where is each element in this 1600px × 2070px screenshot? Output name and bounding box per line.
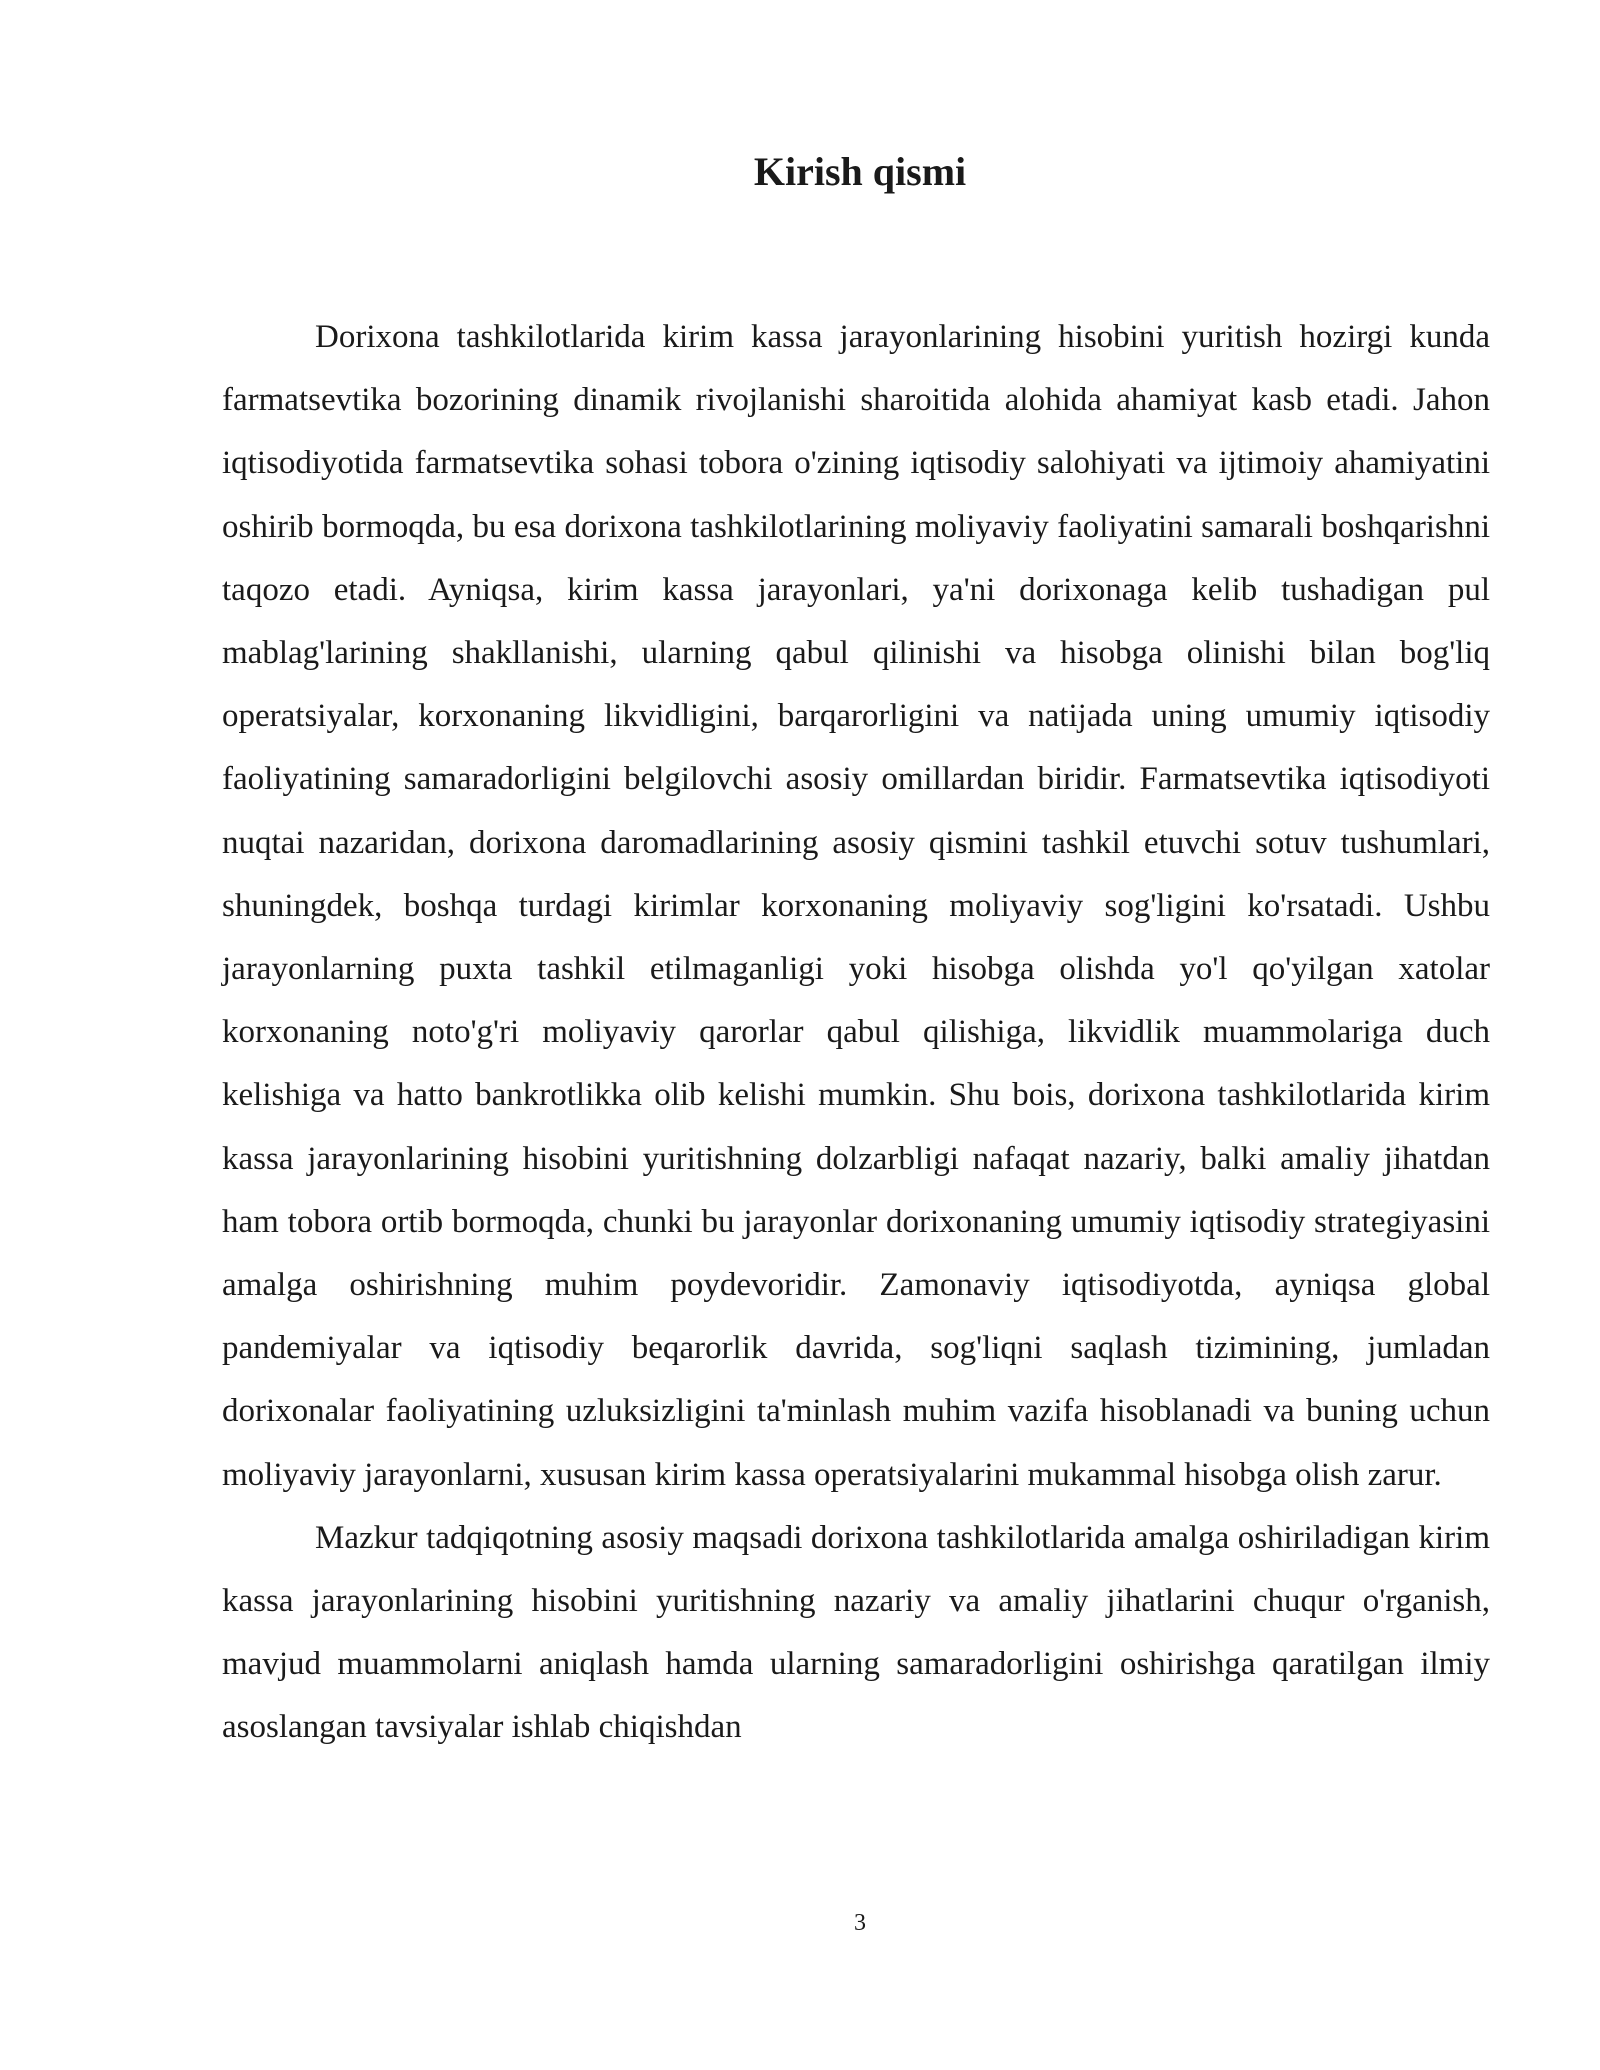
- paragraph-2: Mazkur tadqiqotning asosiy maqsadi dorixona tashkilotlarida amalga oshiriladigan kirim kassa jarayonlarining hisobini yuritishning nazariy va amaliy jihatlarini chuqur o'rganish, mavjud muammolarni aniqlash hamda ularning samaradorligini oshirishga qaratilgan ilmiy asoslangan tavsiyalar ishlab chiqishdan: [222, 1519, 1490, 1746]
- page-title: Kirish qismi: [753, 149, 967, 194]
- paragraph-1: Dorixona tashkilotlarida kirim kassa jarayonlarining hisobini yuritish hozirgi kunda farmatsevtika bozorining dinamik rivojlanishi sharoitida alohida ahamiyat kasb etadi. Jahon iqtisodiyotida farmatsevtika sohasi tobora o'zining iqtisodiy salohiyati va ijtimoiy ahamiyatini oshirib bormoqda, bu esa dorixona tashkilotlarining moliyaviy faoliyatini samarali boshqarishni taqozo etadi. Ayniqsa, kirim kassa jarayonlari, ya'ni dorixonaga kelib tushadigan pul mablag'larining shakllanishi, ularning qabul qilinishi va hisobga olinishi bilan bog'liq operatsiyalar, korxonaning likvidligini, barqarorligini va natijada uning umumiy iqtisodiy faoliyatining samaradorligini belgilovchi asosiy omillardan biridir. Farmatsevtika iqtisodiyoti nuqtai nazaridan, dorixona daromadlarining asosiy qismini tashkil etuvchi sotuv tushumlari, shuningdek, boshqa turdagi kirimlar korxonaning moliyaviy sog'ligini ko'rsatadi. Ushbu jarayonlarning puxta tashkil etilmaganligi yoki hisobga olishda yo'l qo'yilgan xatolar korxonaning noto'g'ri moliyaviy qarorlar qabul qilishiga, likvidlik muammolariga duch kelishiga va hatto bankrotlikka olib kelishi mumkin. Shu bois, dorixona tashkilotlarida kirim kassa jarayonlarining hisobini yuritishning dolzarbligi nafaqat nazariy, balki amaliy jihatdan ham tobora ortib bormoqda, chunki bu jarayonlar dorixonaning umumiy iqtisodiy strategiyasini amalga oshirishning muhim poydevoridir. Zamonaviy iqtisodiyotda, ayniqsa global pandemiyalar va iqtisodiy beqarorlik davrida, sog'liqni saqlash tizimining, jumladan dorixonalar faoliyatining uzluksizligini ta'minlash muhim vazifa hisoblanadi va buning uchun moliyaviy jarayonlarni, xususan kirim kassa operatsiyalarini mukammal hisobga olish zarur.: [222, 319, 1490, 1493]
- page-number: 3: [854, 1910, 866, 1936]
- body-text: [222, 306, 1490, 1760]
